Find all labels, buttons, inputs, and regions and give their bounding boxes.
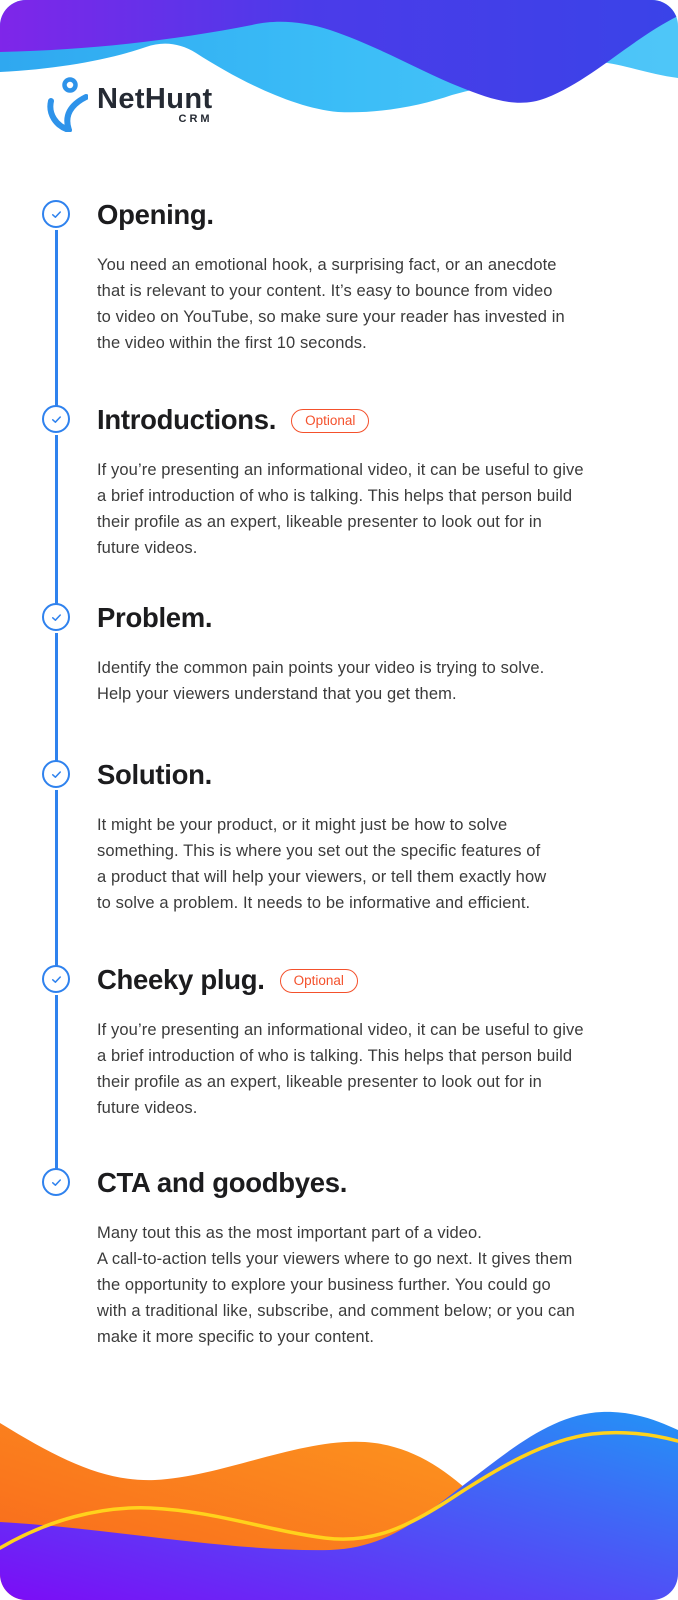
timeline [0, 198, 678, 1350]
section-title: Solution. [97, 759, 212, 790]
timeline-rail [0, 1166, 97, 1350]
timeline-line [55, 633, 58, 767]
section-solution [0, 758, 678, 916]
section-title: Introductions. [97, 404, 277, 435]
timeline-rail [0, 758, 97, 916]
bottom-wave-decoration [0, 1380, 678, 1600]
check-circle-icon [42, 200, 70, 228]
section-title: Cheeky plug. [97, 964, 265, 995]
brand-sub: CRM [178, 113, 213, 125]
section-title: Problem. [97, 602, 213, 633]
nethunt-logo-text [97, 84, 213, 125]
optional-badge: Optional [280, 969, 358, 993]
brand-name: NetHunt [97, 83, 213, 115]
section-body: You need an emotional hook, a surprising fact, or an anecdote that is relevant to your content. It’s easy to bounce from video to video on YouTube, so make sure your reader has invested in the video within the first 10 seconds. [97, 256, 565, 352]
section-body: Identify the common pain points your video is trying to solve. Help your viewers understand that you get them. [97, 659, 545, 703]
timeline-rail [0, 963, 97, 1121]
section-body: Many tout this as the most important part of a video. A call-to-action tells your viewers where to go next. It gives them the opportunity to explore your business further. You could go with a traditional like, subscribe, and comment below; or you can make it more specific to your content. [97, 1224, 575, 1346]
section-body: It might be your product, or it might just be how to solve something. This is where you set out the specific features of a product that will help your viewers, or tell them exactly how to solve a problem. It needs to be informative and efficient. [97, 816, 547, 912]
section-body: If you’re presenting an informational video, it can be useful to give a brief introduction of who is talking. This helps that person build their profile as an expert, likeable presenter to look out for in future videos. [97, 1021, 584, 1117]
check-circle-icon [42, 760, 70, 788]
section-title: Opening. [97, 199, 214, 230]
timeline-line [55, 230, 58, 416]
check-circle-icon [42, 1168, 70, 1196]
timeline-line [55, 435, 58, 621]
section-problem [0, 601, 678, 707]
check-circle-icon [42, 405, 70, 433]
section-opening [0, 198, 678, 356]
section-introductions [0, 403, 678, 561]
optional-badge: Optional [291, 409, 369, 433]
check-circle-icon [42, 603, 70, 631]
nethunt-logo [44, 72, 213, 132]
timeline-rail [0, 198, 97, 356]
section-cta-goodbyes [0, 1166, 678, 1350]
section-cheeky-plug [0, 963, 678, 1121]
section-title: CTA and goodbyes. [97, 1167, 348, 1198]
timeline-rail [0, 601, 97, 707]
nethunt-logo-icon [44, 72, 88, 132]
section-body: If you’re presenting an informational video, it can be useful to give a brief introduction of who is talking. This helps that person build their profile as an expert, likeable presenter to look out for in future videos. [97, 461, 584, 557]
timeline-rail [0, 403, 97, 561]
timeline-line [55, 790, 58, 976]
check-circle-icon [42, 965, 70, 993]
timeline-line [55, 995, 58, 1181]
